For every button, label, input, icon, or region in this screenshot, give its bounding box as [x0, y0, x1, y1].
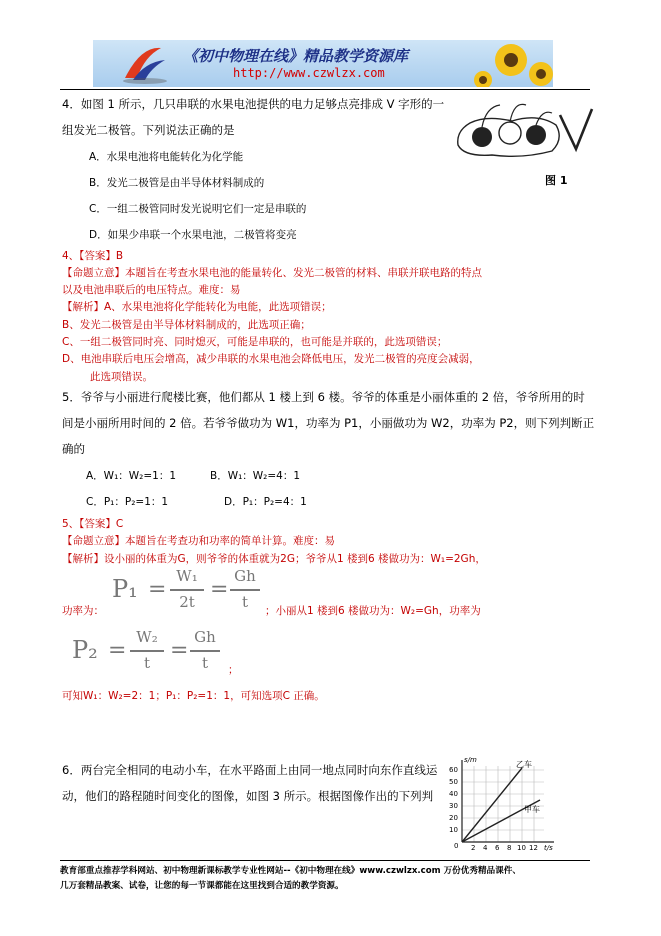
st-ytick-60: 60: [449, 766, 458, 774]
st-xtick-2: 2: [471, 844, 476, 852]
formula-p2-num2: Gh: [194, 628, 216, 646]
q4-analysis-line4: D、电池串联后电压会增高，减少串联的水果电池会降低电压，发光二极管的亮度会减弱，: [62, 353, 480, 365]
q4-analysis-line1: 【解析】A、水果电池将化学能转化为电能，此选项错误；: [62, 301, 332, 313]
q5-analysis-line2: ；小丽从1 楼到6 楼做功为：W₂=Gh，功率为: [265, 605, 481, 617]
footer-line2: 几万套精品教案、试卷，让您的每一节课都能在这里找到合适的教学资源。: [60, 881, 344, 891]
st-graph-ylabel: s/m: [464, 756, 477, 764]
st-graph: [444, 756, 564, 868]
st-xtick-12: 12: [529, 844, 538, 852]
line-yi: [462, 768, 522, 842]
fruit-battery-figure: [452, 93, 598, 163]
q4-option-b: B．发光二极管是由半导体材料制成的: [89, 177, 265, 189]
banner-title: 《初中物理在线》精品教学资源库: [183, 47, 409, 65]
q5-option-a: A．W₁：W₂=1：1: [86, 470, 177, 482]
q4-analysis-line3: C、一组二极管同时亮、同时熄灭，可能是串联的，也可能是并联的，此选项错误；: [62, 336, 448, 348]
formula-p1-den1: 2t: [179, 593, 195, 611]
st-xunit: t/s: [544, 844, 553, 852]
q5-option-c: C．P₁：P₂=1：1: [86, 496, 169, 508]
q4-analysis-line5: 此选项错误。: [90, 371, 153, 383]
site-logo-icon: [115, 40, 175, 87]
q6-stem-line2: 动，他们的路程随时间变化的图像，如图 3 所示。根据图像作出的下列判: [62, 789, 434, 803]
formula-p2-den1: t: [143, 654, 151, 672]
st-ytick-40: 40: [449, 790, 458, 798]
q5-intent: 【命题立意】本题旨在考查功和功率的简单计算。难度：易: [62, 535, 335, 547]
q5-conclusion: 可知W₁：W₂=2：1；P₁：P₂=1：1，可知选项C 正确。: [62, 690, 325, 702]
q4-answer: 4、【答案】B: [62, 250, 124, 262]
st-xtick-4: 4: [483, 844, 488, 852]
st-xtick-6: 6: [495, 844, 500, 852]
q5-answer: 5、【答案】C: [62, 518, 124, 530]
q5-stem-line2: 间是小丽所用时间的 2 倍。若爷爷做功为 W1，功率为 P1，小丽做功为 W2，功率为 P2，则下列判断正: [62, 416, 595, 430]
header-banner: [93, 40, 553, 87]
st-xtick-8: 8: [507, 844, 512, 852]
figure1-label: 图 1: [545, 174, 568, 187]
st-xtick-10: 10: [517, 844, 526, 852]
banner-url[interactable]: http://www.czwlzx.com: [233, 66, 385, 80]
st-label-jia: 甲车: [524, 805, 540, 814]
footer-line1: 教育部重点推荐学科网站、初中物理新课标教学专业性网站--《初中物理在线》www.czwlzx.com 万份优秀精品课件、: [60, 866, 521, 876]
q5-analysis-line1: 【解析】设小丽的体重为G，则爷爷的体重就为2G；爷爷从1 楼到6 楼做功为：W₁=2Gh，: [62, 553, 486, 565]
q4-option-c: C．一组二极管同时发光说明它们一定是串联的: [89, 203, 307, 215]
formula-p2-lhs: P₂: [72, 636, 98, 664]
q4-analysis-line2: B、发光二极管是由半导体材料制成的，此选项正确；: [62, 319, 311, 331]
q4-stem-line1: 4．如图 1 所示，几只串联的水果电池提供的电力足够点亮排成 V 字形的一: [62, 97, 445, 111]
q5-analysis-line3: ；: [228, 664, 239, 676]
header-rule: [60, 89, 590, 90]
q4-option-a: A．水果电池将电能转化为化学能: [89, 151, 244, 163]
st-ytick-0: 0: [454, 842, 459, 850]
q4-option-d: D．如果少串联一个水果电池，二极管将变亮: [89, 229, 297, 241]
q4-intent-line1: 【命题立意】本题旨在考查水果电池的能量转化、发光二极管的材料、串联并联电路的特点: [62, 267, 482, 279]
formula-p1-den2: t: [241, 593, 249, 611]
q5-stem-line3: 确的: [62, 442, 85, 456]
q5-option-d: D．P₁：P₂=4：1: [224, 496, 307, 508]
page-footer: [60, 864, 521, 894]
q5-power-label: 功率为：: [62, 605, 104, 617]
formula-p1: P₁ = W₁ 2t = Gh t: [112, 567, 262, 617]
st-ytick-20: 20: [449, 814, 458, 822]
formula-p2-num1: W₂: [136, 628, 158, 646]
q5-option-b: B．W₁：W₂=4：1: [210, 470, 301, 482]
st-ytick-30: 30: [449, 802, 458, 810]
q5-stem-line1: 5．爷爷与小丽进行爬楼比赛，他们都从 1 楼上到 6 楼。爷爷的体重是小丽体重的 2 倍，爷爷所用的时: [62, 390, 585, 404]
footer-rule: [60, 860, 590, 861]
st-label-yi: 乙车: [516, 760, 532, 769]
formula-p1-num1: W₁: [176, 567, 198, 585]
st-ytick-10: 10: [449, 826, 458, 834]
q4-stem-line2: 组发光二极管。下列说法正确的是: [62, 123, 235, 137]
formula-p2-den2: t: [201, 654, 209, 672]
st-ytick-50: 50: [449, 778, 458, 786]
formula-p1-lhs: P₁: [112, 575, 138, 603]
q4-intent-line2: 以及电池串联后的电压特点。难度：易: [62, 284, 241, 296]
formula-p1-num2: Gh: [234, 567, 256, 585]
q6-stem-line1: 6．两台完全相同的电动小车，在水平路面上由同一地点同时向东作直线运: [62, 763, 438, 777]
formula-p2: P₂ = W₂ t = Gh t: [72, 628, 222, 678]
sunflower-icon: [463, 40, 553, 87]
